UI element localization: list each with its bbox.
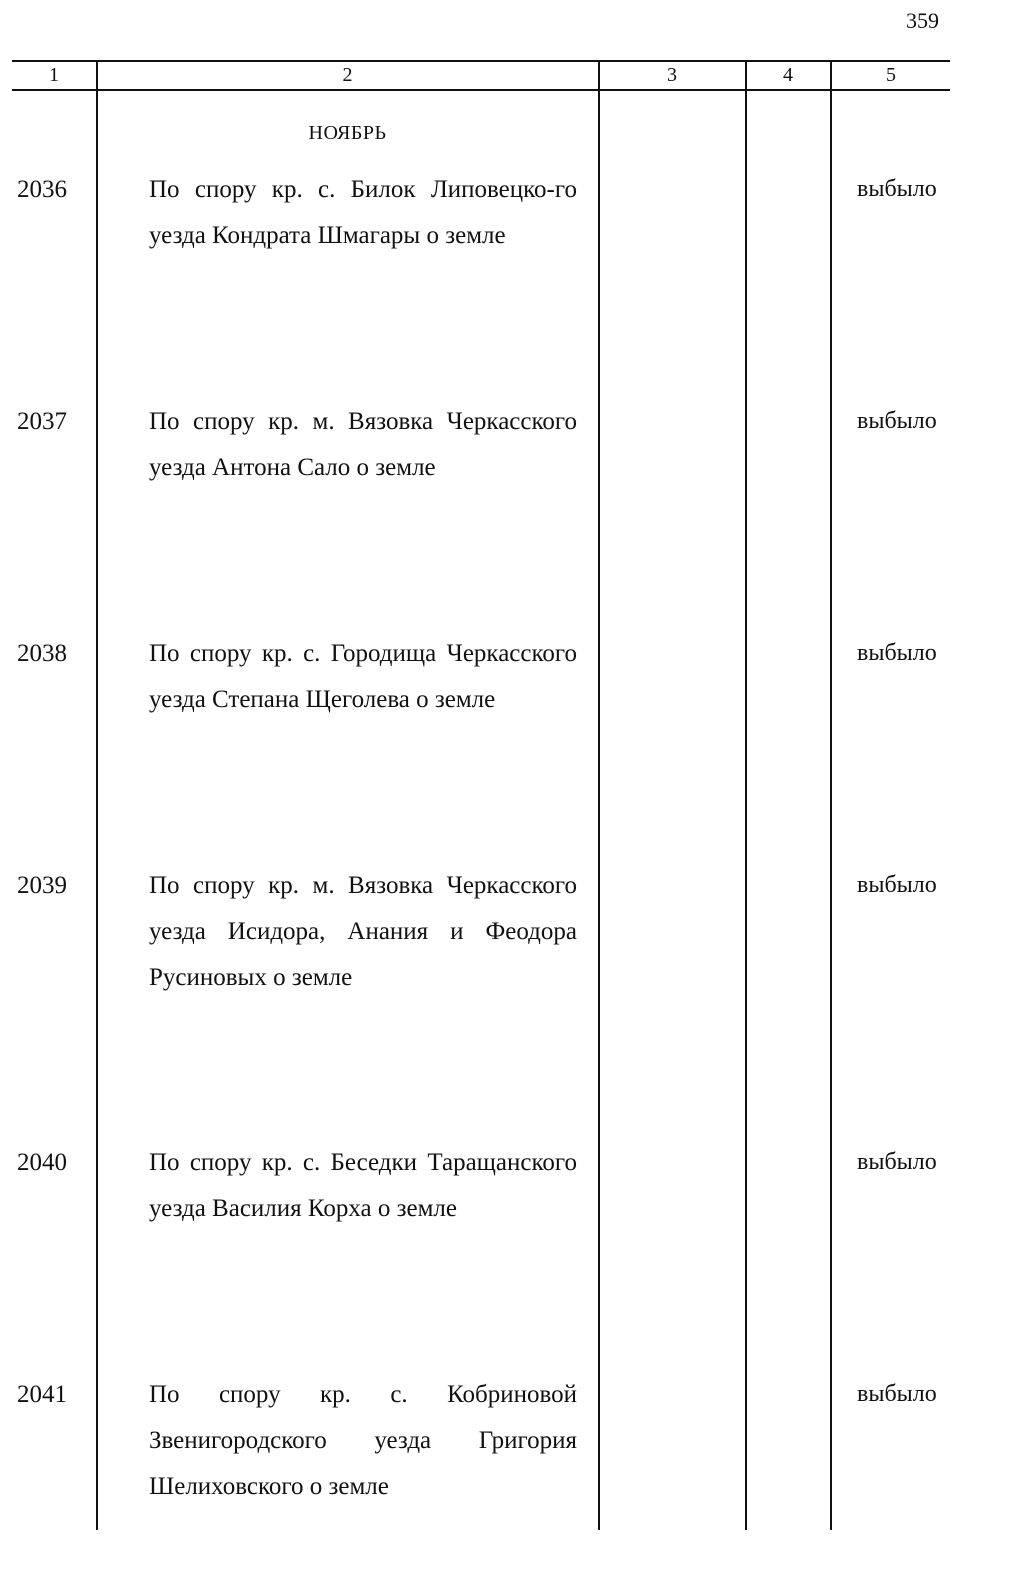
table-header-rule [12,89,950,91]
table-top-rule [12,60,950,62]
column-header-4: 4 [783,64,793,86]
column-header-2: 2 [342,64,353,86]
entry-status: выбыло [857,640,937,666]
column-divider [598,60,600,1530]
entry-description: По спору кр. м. Вязовка Черкасского уезда Исидора, Анания и Феодора Русиновых о земле [149,872,577,991]
entry-number: 2037 [17,408,67,435]
section-title: НОЯБРЬ [308,122,387,144]
column-divider [830,60,832,1530]
entry-number: 2036 [17,176,67,203]
entry-description: По спору кр. м. Вязовка Черкасского уезда Антона Сало о земле [149,408,577,481]
entry-description: По спору кр. с. Городища Черкасского уезда Степана Щеголева о земле [149,640,577,713]
column-divider [96,60,98,1530]
entry-number: 2038 [17,640,67,667]
entry-number: 2040 [17,1149,67,1176]
entry-status: выбыло [857,872,937,898]
column-divider [745,60,747,1530]
entry-number: 2039 [17,872,67,899]
page-number: 359 [906,8,939,33]
column-header-3: 3 [667,64,677,86]
entry-description: По спору кр. с. Кобриновой Звенигородского уезда Григория Шелиховского о земле [149,1381,577,1500]
entry-status: выбыло [857,1149,937,1175]
entry-status: выбыло [857,1381,937,1407]
column-header-5: 5 [886,64,896,86]
entry-number: 2041 [17,1381,67,1408]
entry-status: выбыло [857,408,937,434]
entry-status: выбыло [857,176,937,202]
entry-description: По спору кр. с. Билок Липовецко-го уезда Кондрата Шмагары о земле [149,176,577,249]
column-header-1: 1 [49,64,59,86]
entry-description: По спору кр. с. Беседки Таращанского уезда Василия Корха о земле [149,1149,577,1222]
